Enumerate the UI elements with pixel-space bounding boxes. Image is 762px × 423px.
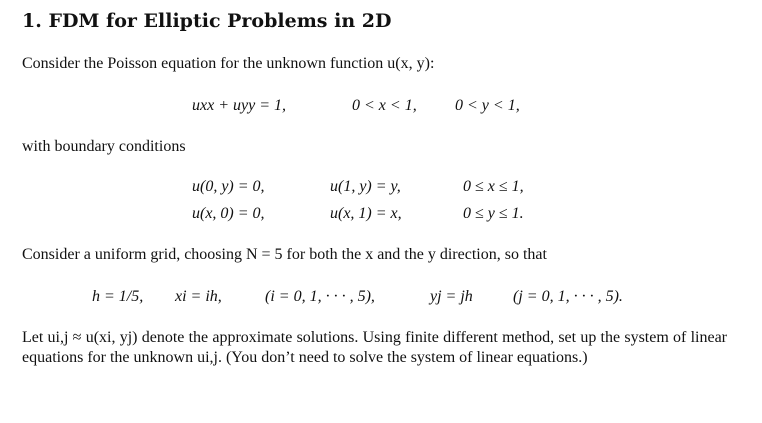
intro-text	[22, 55, 434, 73]
pde-equation: uxx + uyy = 1,	[192, 97, 286, 114]
pde-domain-y: 0 < y < 1,	[455, 97, 520, 114]
grid-yj: yj = jh	[430, 288, 473, 305]
bc-row1-mid: u(1, y) = y,	[330, 178, 401, 195]
bc-row2-right: 0 ≤ y ≤ 1.	[463, 205, 524, 222]
bc-intro: with boundary conditions	[22, 138, 186, 155]
intro-sentence: Consider the Poisson equation for the unknown function u(x, y):	[22, 55, 435, 72]
bc-row2-mid: u(x, 1) = x,	[330, 205, 402, 222]
bc-row1-left: u(0, y) = 0,	[192, 178, 265, 195]
grid-i-range: (i = 0, 1, · · · , 5),	[265, 288, 375, 305]
grid-xi: xi = ih,	[175, 288, 222, 305]
grid-intro: Consider a uniform grid, choosing N = 5 for both the x and the y direction, so that	[22, 246, 547, 263]
bc-row1-right: 0 ≤ x ≤ 1,	[463, 178, 524, 195]
grid-h: h = 1/5,	[92, 288, 144, 305]
problem-title: 1. FDM for Elliptic Problems in 2D	[22, 10, 392, 32]
grid-j-range: (j = 0, 1, · · · , 5).	[513, 288, 623, 305]
task-text: Let ui,j ≈ u(xi, yj) denote the approximate solutions. Using finite different method, set up the system of linear equations for the unknown ui,j. (You don’t need to solve the system of linear equations.)	[22, 329, 727, 366]
pde-domain-x: 0 < x < 1,	[352, 97, 417, 114]
bc-row2-left: u(x, 0) = 0,	[192, 205, 265, 222]
